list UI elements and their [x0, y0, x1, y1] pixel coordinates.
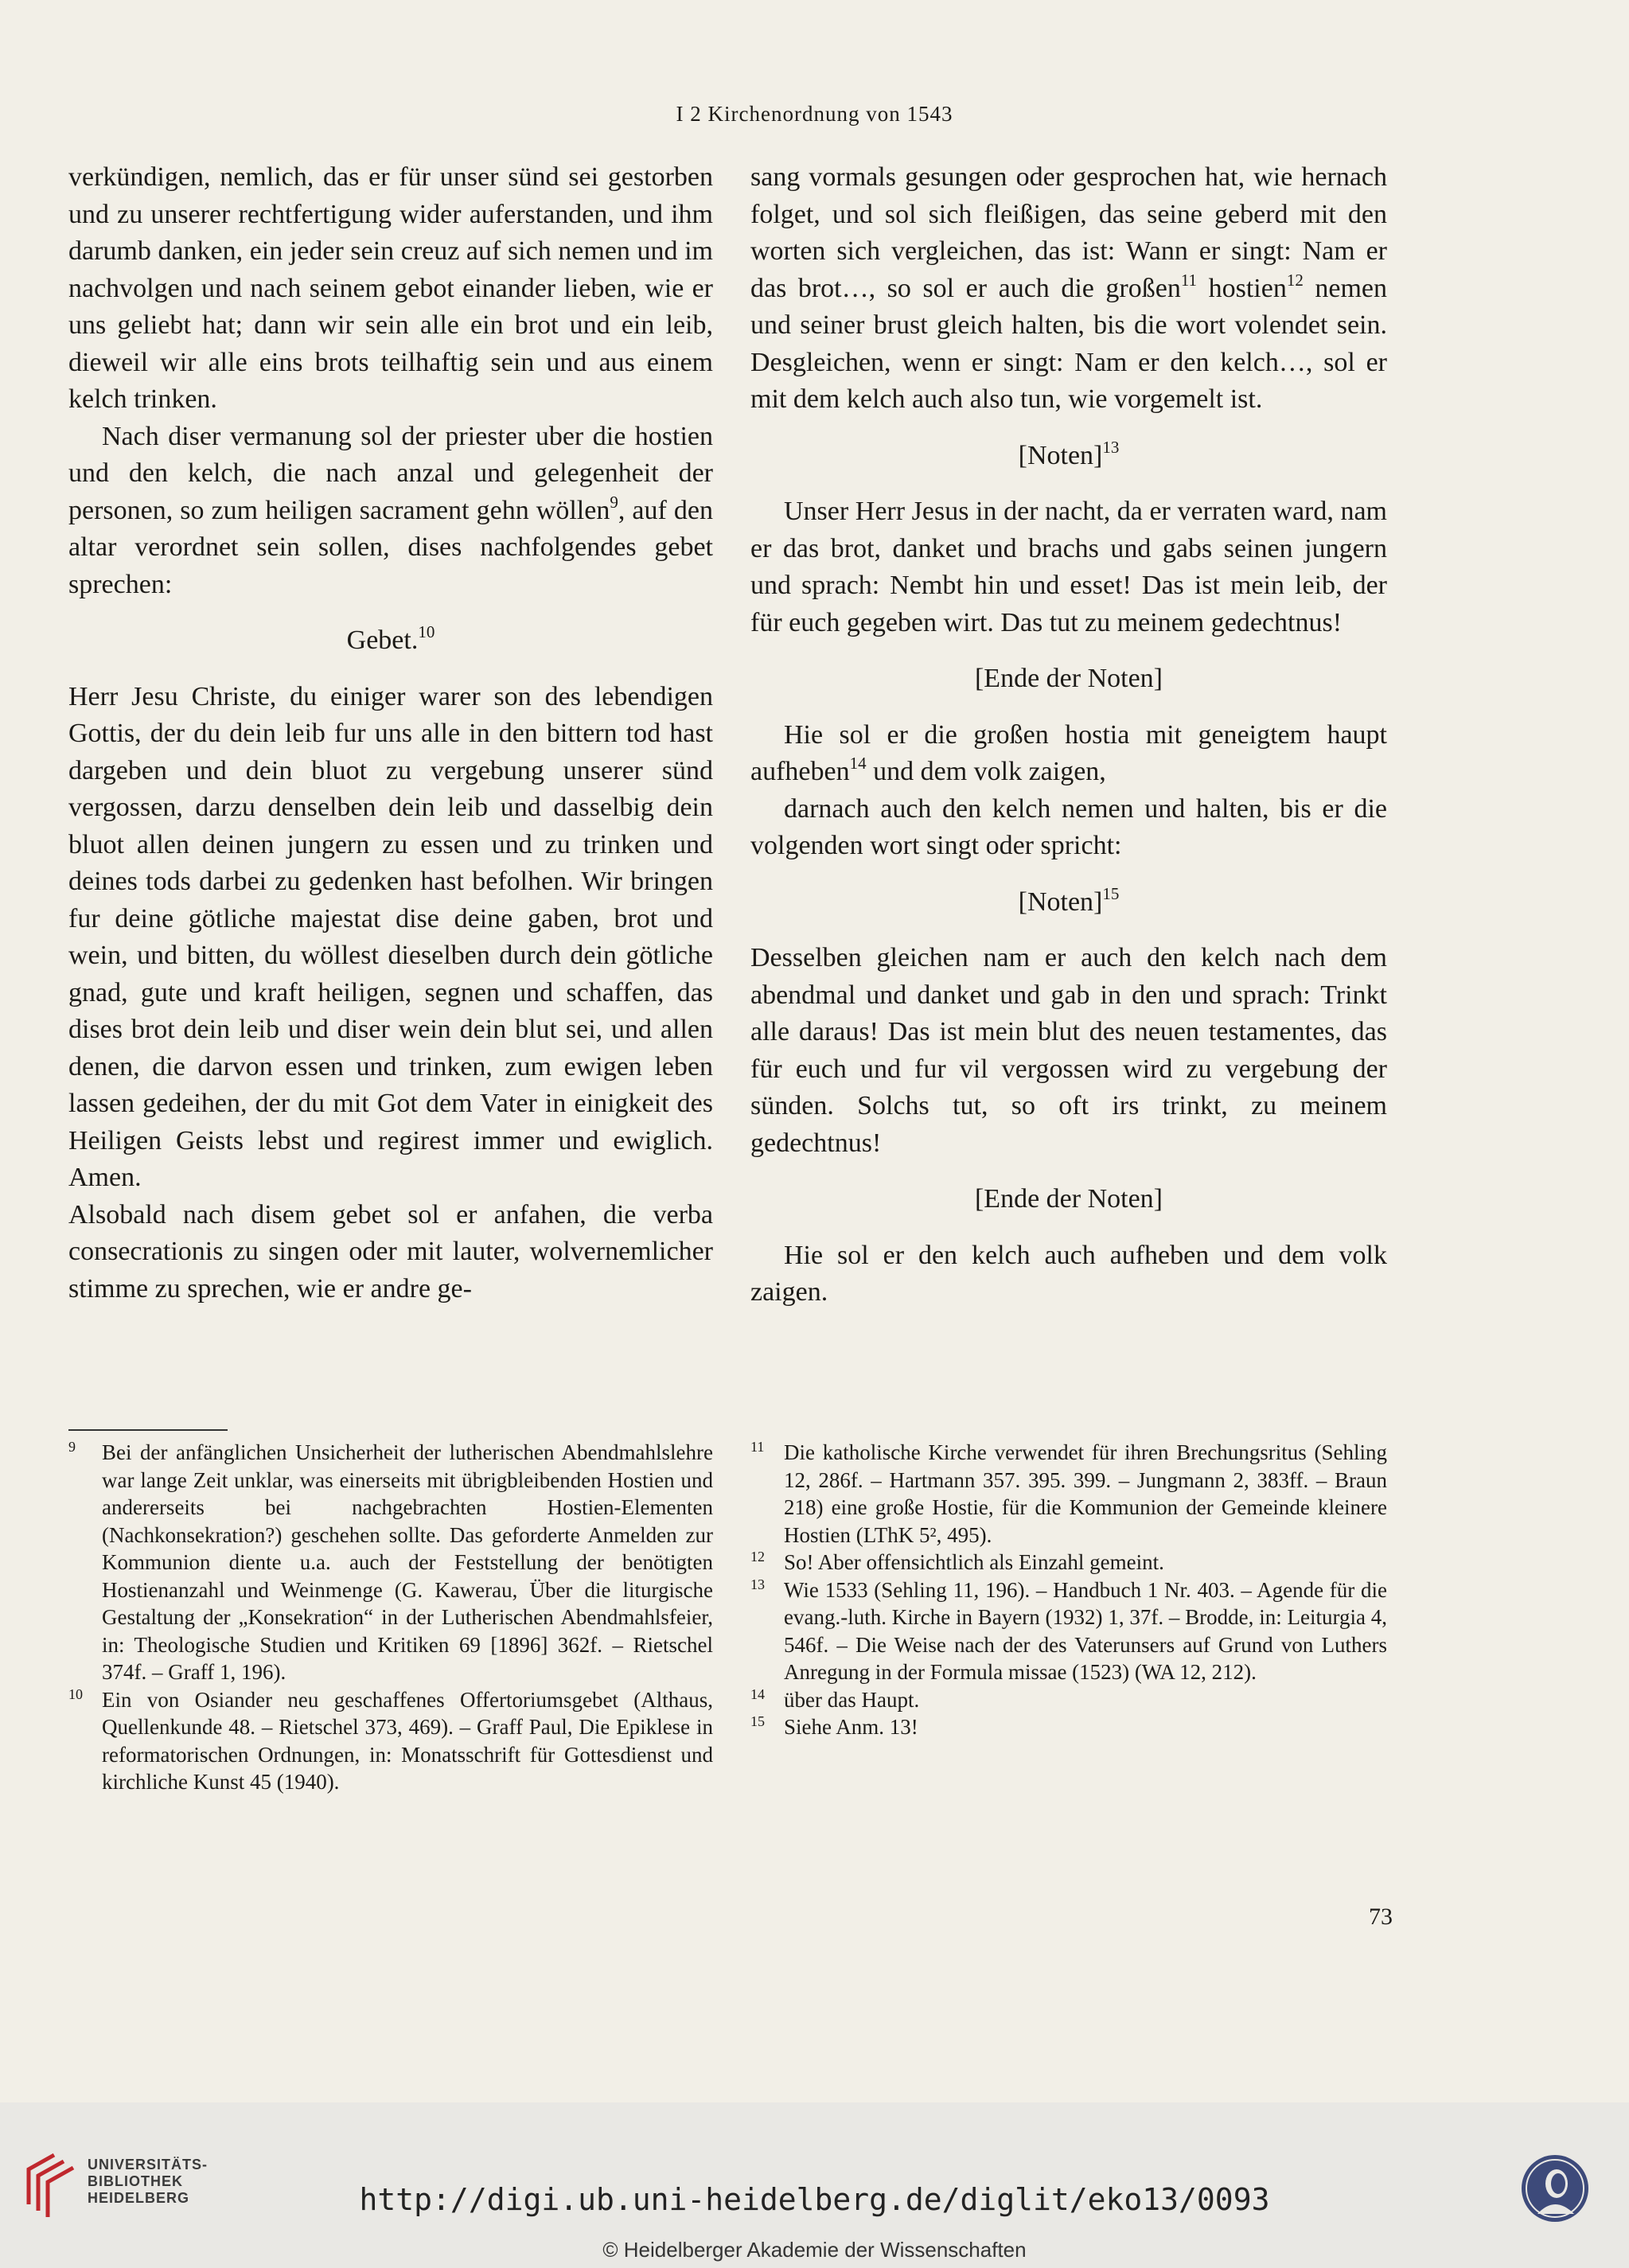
permalink-url[interactable]: http://digi.ub.uni-heidelberg.de/diglit/eko13/0093: [359, 2182, 1270, 2217]
footnotes-left: [68, 1429, 713, 1796]
paragraph: Herr Jesu Christe, du einiger warer son des lebendigen Gottis, der du dein leib fur uns alle in den bittern tod hast dargeben und dein bluot zu vergebung unserer sünd vergossen, darzu denselben dein leib und dasselbig dein bluot allen deinen jungern zu essen und zu trinken und deines tods darbei zu gedenken hast befolhen. Wir bringen fur deine götliche majestat dise deine gaben, brot und wein, und bitten, du wöllest dieselben durch dein götliche gnad, gute und kraft heiligen, segnen und schaffen, das dises brot dein leib und diser wein dein blut sei, und allen denen, die darvon essen und trinken, zum ewigen leben lassen gedeihen, der du mit Got dem Vater in einigkeit des Heiligen Geists lebst und regirest immer und ewiglich. Amen.: [68, 681, 713, 1192]
footnote-ref[interactable]: 11: [1180, 270, 1198, 290]
paragraph: Alsobald nach disem gebet sol er anfahen, die verba consecrationis zu singen oder mit lauter, wolvernemlicher stimme zu sprechen, wie er andre ge-: [68, 1199, 713, 1304]
footnotes-right: [750, 1429, 1387, 1741]
notation-marker: [Noten]$^{15}$: [1018, 883, 1120, 917]
paragraph: Nach diser vermanung sol der priester uber die hostien und den kelch, die nach anzal und gelegenheit der personen, so zum heiligen sacrament gehn wöllen$^9$, auf den altar verordnet sein sollen, dises nachfolgendes gebet sprechen:: [68, 421, 713, 599]
footnote-ref[interactable]: 13: [1102, 437, 1120, 457]
section-heading: Gebet.$^{10}$: [346, 622, 435, 655]
library-logo-text[interactable]: UNIVERSITÄTS- BIBLIOTHEK HEIDELBERG: [88, 2157, 208, 2206]
footnote: 13 Wie 1533 (Sehling 11, 196). – Handbuch 1 Nr. 403. – Agende für die evang.-luth. Kirche in Bayern (1932) 1, 37f. – Brodde, in: Leiturgia 4, 546f. – Die Weise nach der des Vaterunsers auf Grund von Luthers Anregung in der Formula missae (1523) (WA 12, 212).: [750, 1576, 1387, 1684]
footnote: 14 über das Haupt.: [750, 1685, 920, 1712]
footnote-rule: [68, 1429, 228, 1431]
academy-seal-icon: [1518, 2149, 1592, 2231]
footnote-ref[interactable]: 10: [418, 622, 435, 641]
left-column: [68, 159, 713, 1307]
footnote-ref[interactable]: 9: [610, 492, 618, 512]
paragraph: Unser Herr Jesus in der nacht, da er verraten ward, nam er das brot, danket und brachs und gabs seinen jungern und sprach: Nembt hin und esset! Das ist mein leib, der für euch gegeben wirt. Das tut zu meinem gedechtnus!: [750, 497, 1387, 637]
running-head: I 2 Kirchenordnung von 1543: [676, 102, 953, 126]
footnote: 9 Bei der anfänglichen Unsicherheit der lutherischen Abendmahlslehre war lange Zeit unklar, was einerseits mit übrigbleibenden Hostien und andererseits bei nachgebrachten Hostien-Elementen (Nachkonsekration?) geschehen sollte. Das geforderte Anmelden zur Kommunion diente u.a. auch der Feststellung der benötigten Hostienanzahl und Weinmenge (G. Kawerau, Über die liturgische Gestaltung der „Konsekration“ in der Lutherischen Abendmahlsfeier, in: Theologische Studien und Kritiken 69 [1896] 362f. – Rietschel 374f. – Graff 1, 196).: [68, 1439, 713, 1684]
notation-end-marker: [Ende der Noten]: [974, 1184, 1163, 1214]
paragraph: Hie sol er die großen hostia mit geneigtem haupt aufheben$^{14}$ und dem volk zaigen,: [750, 719, 1387, 786]
paragraph: Hie sol er den kelch auch aufheben und dem volk zaigen.: [750, 1240, 1387, 1307]
right-column: [750, 159, 1387, 1311]
footnote: 10 Ein von Osiander neu geschaffenes Offertoriumsgebet (Althaus, Quellenkunde 48. – Rietschel 373, 469). – Graff Paul, Die Epiklese in reformatorischen Ordnungen, in: Monatsschrift für Gottesdienst und kirchliche Kunst 45 (1940).: [68, 1685, 713, 1794]
paragraph: verkündigen, nemlich, das er für unser sünd sei gestorben und zu unserer rechtfertigung wider auferstanden, und ihm darumb danken, ein jeder sein creuz auf sich nemen und im nachvolgen und nach seinem gebot einander lieben, wie er uns geliebt hat; dann wir sein alle ein brot und ein leib, dieweil wir alle eins brots teilhaftig sein und aus einem kelch trinken.: [68, 162, 713, 414]
page-number: 73: [1369, 1904, 1393, 1930]
footnote-ref[interactable]: 15: [1102, 883, 1120, 903]
footnote: 12 So! Aber offensichtlich als Einzahl gemeint.: [750, 1549, 1164, 1574]
footnote-ref[interactable]: 14: [849, 754, 867, 773]
paragraph: darnach auch den kelch nemen und halten, bis er die volgenden wort singt oder spricht:: [750, 793, 1387, 860]
notation-end-marker: [Ende der Noten]: [974, 664, 1163, 693]
paragraph: sang vormals gesungen oder gesprochen hat, wie hernach folget, und sol sich fleißigen, das seine geberd mit den worten sich vergleichen, das ist: Wann er singt: Nam er das brot…, so sol er auch die großen$^{11}$ hostien$^{12}$ nemen und seiner brust gleich halten, bis die wort volendet sein. Desgleichen, wenn er singt: Nam er den kelch…, sol er mit dem kelch auch also tun, wie vorgemelt ist.: [750, 162, 1387, 414]
notation-marker: [Noten]$^{13}$: [1018, 437, 1120, 470]
footnote: 15 Siehe Anm. 13!: [750, 1713, 918, 1739]
copyright-notice: © Heidelberger Akademie der Wissenschaften: [602, 2238, 1027, 2262]
viewer-footer: [0, 2102, 1629, 2268]
paragraph: Desselben gleichen nam er auch den kelch nach dem abendmal und danket und gab in den und sprach: Trinkt alle daraus! Das ist mein blut des neuen testamentes, das für euch und fur vil vergossen wird zu vergebung der sünden. Solchs tut, so oft irs trinkt, zu meinem gedechtnus!: [750, 943, 1387, 1158]
footnote: 11 Die katholische Kirche verwendet für ihren Brechungsritus (Sehling 12, 286f. – Hartmann 357. 395. 399. – Jungmann 2, 383ff. – Braun 218) eine große Hostie, für die Kommunion der Gemeinde kleinere Hostien (LThK 5², 495).: [750, 1439, 1387, 1547]
footnote-ref[interactable]: 12: [1286, 270, 1304, 290]
